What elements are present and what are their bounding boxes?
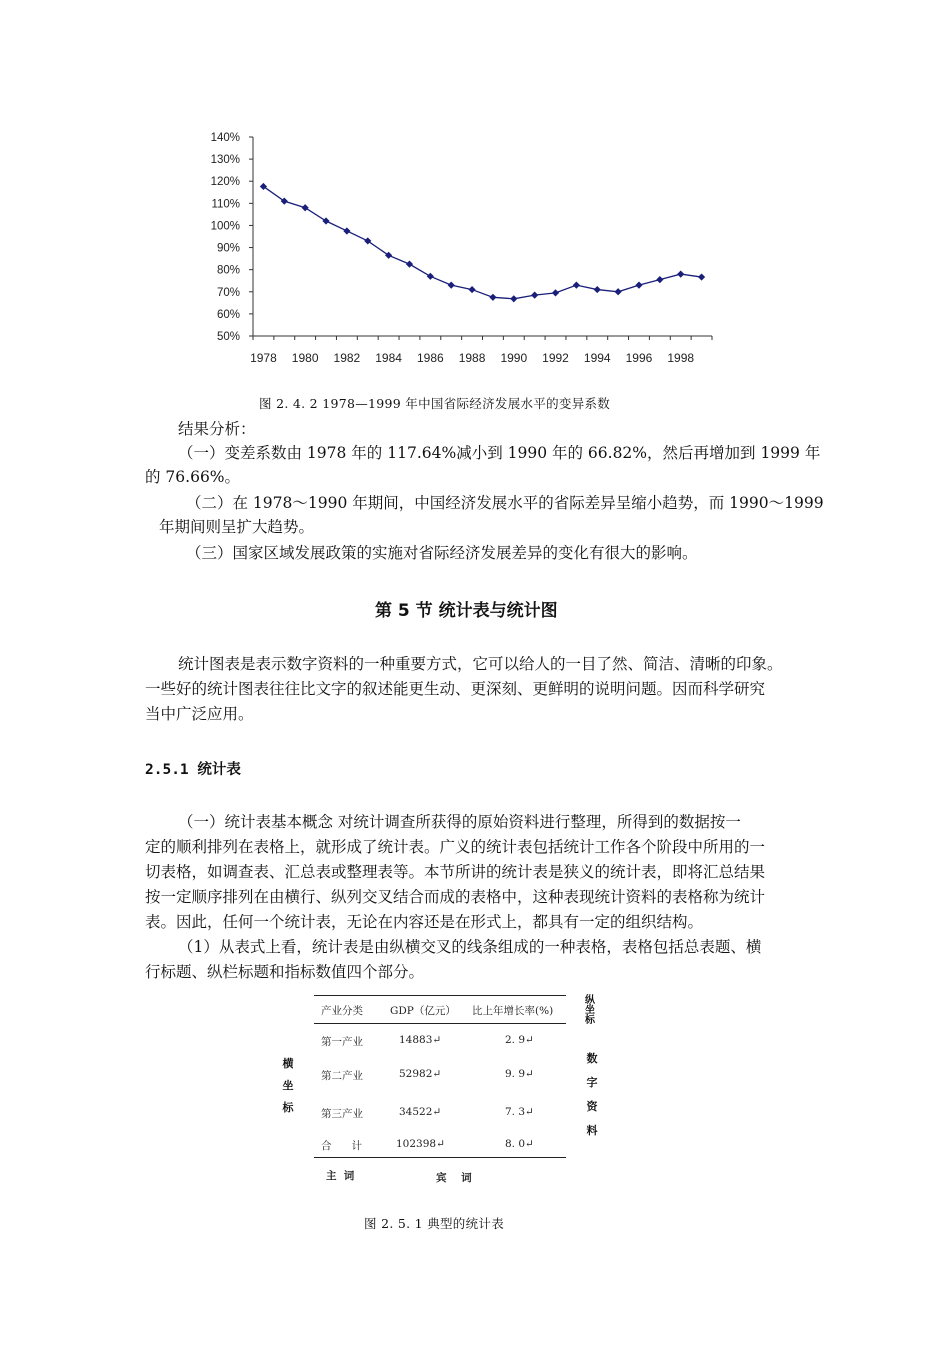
table-cell: 2. 9↵ xyxy=(505,1034,534,1046)
table-header-rule xyxy=(314,1023,566,1024)
data-point-marker xyxy=(698,273,705,280)
table-cell: 合 计 xyxy=(321,1140,363,1152)
body-line-5: 表。因此，任何一个统计表，无论在内容还是在形式上，都具有一定的组织结构。 xyxy=(145,913,704,931)
y-tick-label: 50% xyxy=(216,331,240,343)
data-point-marker xyxy=(448,282,455,289)
data-point-marker xyxy=(656,276,663,283)
table-cell: 第三产业 xyxy=(321,1108,363,1120)
series-line xyxy=(263,186,701,298)
data-point-marker xyxy=(322,217,329,224)
series-path xyxy=(263,186,701,298)
x-tick-label: 1986 xyxy=(416,351,444,365)
table-header-category: 产业分类 xyxy=(321,1005,363,1017)
table-cell: 52982↵ xyxy=(399,1068,442,1080)
table-cell: 14883↵ xyxy=(399,1034,442,1046)
data-point-marker xyxy=(510,295,517,302)
body-line-4: 按一定顺序排列在由横行、纵列交叉结合而成的表格中，这种表现统计资料的表格称为统计 xyxy=(145,888,766,906)
table-cell: 34522↵ xyxy=(399,1106,442,1118)
x-tick-labels xyxy=(250,351,694,365)
cv-line-chart xyxy=(200,125,720,380)
body-line-2: 定的顺利排列在表格上，就形成了统计表。广义的统计表包括统计工作各个阶段中所用的一 xyxy=(145,838,766,856)
data-point-marker xyxy=(573,282,580,289)
table-bottom-rule xyxy=(314,1157,566,1158)
result-line-3: （二）在 1978～1990 年期间，中国经济发展水平的省际差异呈缩小趋势，而 1990～1999 xyxy=(186,494,824,512)
table-cell: 9. 9↵ xyxy=(505,1068,534,1080)
y-tick-labels xyxy=(211,132,240,343)
figure-caption-2-4-2: 图 2. 4. 2 1978—1999 年中国省际经济发展水平的变异系数 xyxy=(259,396,611,411)
x-tick-label: 1984 xyxy=(375,351,402,365)
y-tick-label: 60% xyxy=(216,308,240,321)
intro-line-3: 当中广泛应用。 xyxy=(145,705,254,723)
table-header-growth: 比上年增长率(%) xyxy=(472,1005,554,1017)
data-point-marker xyxy=(302,204,309,211)
predicate-label: 宾 词 xyxy=(436,1172,472,1184)
body-line-1: （一）统计表基本概念 对统计调查所获得的原始资料进行整理，所得到的数据按一 xyxy=(178,813,741,831)
results-heading: 结果分析： xyxy=(178,420,256,438)
y-tick-label: 110% xyxy=(211,198,240,211)
intro-line-2: 一些好的统计图表往往比文字的叙述能更生动、更深刻、更鲜明的说明问题。因而科学研究 xyxy=(145,680,766,698)
result-line-4: 年期间则呈扩大趋势。 xyxy=(159,518,315,536)
x-tick-label: 1998 xyxy=(667,351,695,365)
table-cell: 102398↵ xyxy=(396,1138,445,1150)
x-tick-label: 1988 xyxy=(458,351,486,365)
data-point-marker xyxy=(677,270,684,277)
body-line-7: 行标题、纵栏标题和指标数值四个部分。 xyxy=(145,963,425,981)
data-point-marker xyxy=(635,282,642,289)
body-line-3: 切表格，如调查表、汇总表或整理表等。本节所讲的统计表是狭义的统计表，即将汇总结果 xyxy=(145,863,766,881)
data-point-marker xyxy=(615,288,622,295)
data-point-marker xyxy=(343,227,350,234)
result-line-5: （三）国家区域发展政策的实施对省际经济发展差异的变化有很大的影响。 xyxy=(186,544,698,562)
left-axis-label: 横 坐 标 xyxy=(282,1057,294,1114)
data-point-marker xyxy=(427,273,434,280)
right-axis-label: 纵 坐 标 xyxy=(585,995,595,1026)
table-cell: 7. 3↵ xyxy=(505,1106,534,1118)
numeric-data-label: 数 字 资 料 xyxy=(586,1052,598,1137)
result-line-1: （一）变差系数由 1978 年的 117.64%减小到 1990 年的 66.82%，然后再增加到 1999 年 xyxy=(178,444,821,462)
table-cell: 第一产业 xyxy=(321,1036,363,1048)
data-point-marker xyxy=(531,291,538,298)
section-title: 第 5 节 统计表与统计图 xyxy=(375,601,558,621)
data-point-marker xyxy=(468,286,475,293)
subsection-title: 2.5.1 统计表 xyxy=(145,762,241,778)
x-tick-label: 1978 xyxy=(250,351,277,365)
table-cell: 8. 0↵ xyxy=(505,1138,534,1150)
table-top-rule xyxy=(314,995,566,996)
intro-line-1: 统计图表是表示数字资料的一种重要方式，它可以给人的一目了然、简洁、清晰的印象。 xyxy=(178,655,783,673)
x-tick-label: 1994 xyxy=(583,351,611,365)
x-tick-label: 1980 xyxy=(291,351,319,365)
subject-label: 主 词 xyxy=(326,1170,355,1182)
y-tick-label: 90% xyxy=(216,242,240,255)
body-line-6: （1）从表式上看，统计表是由纵横交叉的线条组成的一种表格，表格包括总表题、横 xyxy=(178,938,762,956)
chart-axes xyxy=(249,137,712,340)
y-tick-label: 130% xyxy=(210,154,240,167)
x-tick-label: 1982 xyxy=(333,351,361,365)
y-tick-label: 80% xyxy=(216,264,240,277)
y-tick-label: 70% xyxy=(216,286,240,299)
x-tick-label: 1992 xyxy=(542,351,569,365)
series-markers xyxy=(260,183,705,303)
data-point-marker xyxy=(489,294,496,301)
data-point-marker xyxy=(552,289,559,296)
data-point-marker xyxy=(406,261,413,268)
table-cell: 第二产业 xyxy=(321,1070,363,1082)
result-line-2: 的 76.66%。 xyxy=(145,468,241,486)
y-tick-label: 120% xyxy=(210,176,240,189)
y-tick-label: 100% xyxy=(210,220,240,233)
x-tick-label: 1996 xyxy=(625,351,653,365)
x-tick-label: 1990 xyxy=(500,351,528,365)
y-tick-label: 140% xyxy=(210,132,240,144)
table-header-gdp: GDP（亿元） xyxy=(390,1005,456,1017)
data-point-marker xyxy=(594,286,601,293)
figure-caption-2-5-1: 图 2. 5. 1 典型的统计表 xyxy=(364,1216,504,1231)
